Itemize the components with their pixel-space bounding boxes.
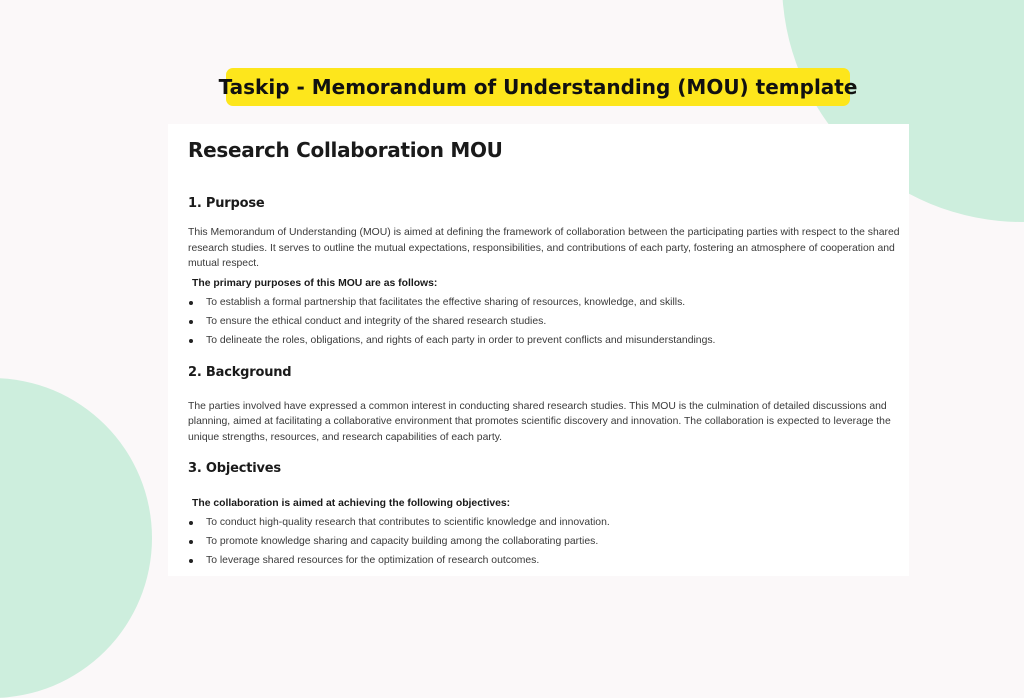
purpose-paragraph: This Memorandum of Understanding (MOU) is aimed at defining the framework of collaboration between the participating parties with respect to the shared research studies. It serves to outline the mutual expectations, responsibilities, and contributions of each party, fostering an atmosphere of cooperation and mutual respect. (188, 227, 900, 269)
list-item-text: To ensure the ethical conduct and integrity of the shared research studies. (206, 315, 547, 327)
bullet-icon (189, 521, 193, 525)
list-item (188, 515, 900, 534)
section-heading-objectives: 3. Objectives (188, 461, 281, 476)
decorative-circle-bottom-left (0, 378, 152, 698)
list-item (188, 314, 900, 333)
list-item-text: To promote knowledge sharing and capacity building among the collaborating parties. (206, 536, 599, 547)
list-item-text: To establish a formal partnership that facilitates the effective sharing of resources, knowledge, and skills. (206, 296, 686, 308)
list-item-text: To leverage shared resources for the optimization of research outcomes. (206, 555, 540, 566)
objectives-intro: The collaboration is aimed at achieving the following objectives: (192, 498, 511, 509)
list-item (188, 295, 900, 314)
bullet-icon (189, 320, 193, 324)
background-paragraph: The parties involved have expressed a common interest in conducting shared research studies. This MOU is the culmination of detailed discussions and planning, aimed at facilitating a collaborative environment that promotes scientific discovery and innovation. The collaboration is expected to leverage the unique strengths, resources, and research capabilities of each party. (188, 400, 891, 443)
purpose-intro: The primary purposes of this MOU are as follows: (192, 277, 438, 289)
list-item (188, 534, 900, 553)
bullet-icon (189, 301, 193, 305)
section-heading-purpose: 1. Purpose (188, 196, 265, 211)
list-item-text: To delineate the roles, obligations, and rights of each party in order to prevent conflicts and misunderstandings. (206, 334, 716, 346)
purpose-bullet-list (188, 295, 900, 352)
template-title-banner: Taskip - Memorandum of Understanding (MOU) template (226, 68, 850, 106)
list-item-text: To conduct high-quality research that contributes to scientific knowledge and innovation. (206, 517, 610, 528)
section-heading-background: 2. Background (188, 364, 292, 380)
bullet-icon (189, 559, 193, 563)
bullet-icon (189, 339, 193, 343)
list-item (188, 333, 900, 352)
document-content (188, 138, 900, 572)
objectives-bullet-list (188, 515, 900, 572)
list-item (188, 553, 900, 572)
bullet-icon (189, 540, 193, 544)
document-page (168, 124, 909, 576)
document-title: Research Collaboration MOU (188, 138, 503, 162)
